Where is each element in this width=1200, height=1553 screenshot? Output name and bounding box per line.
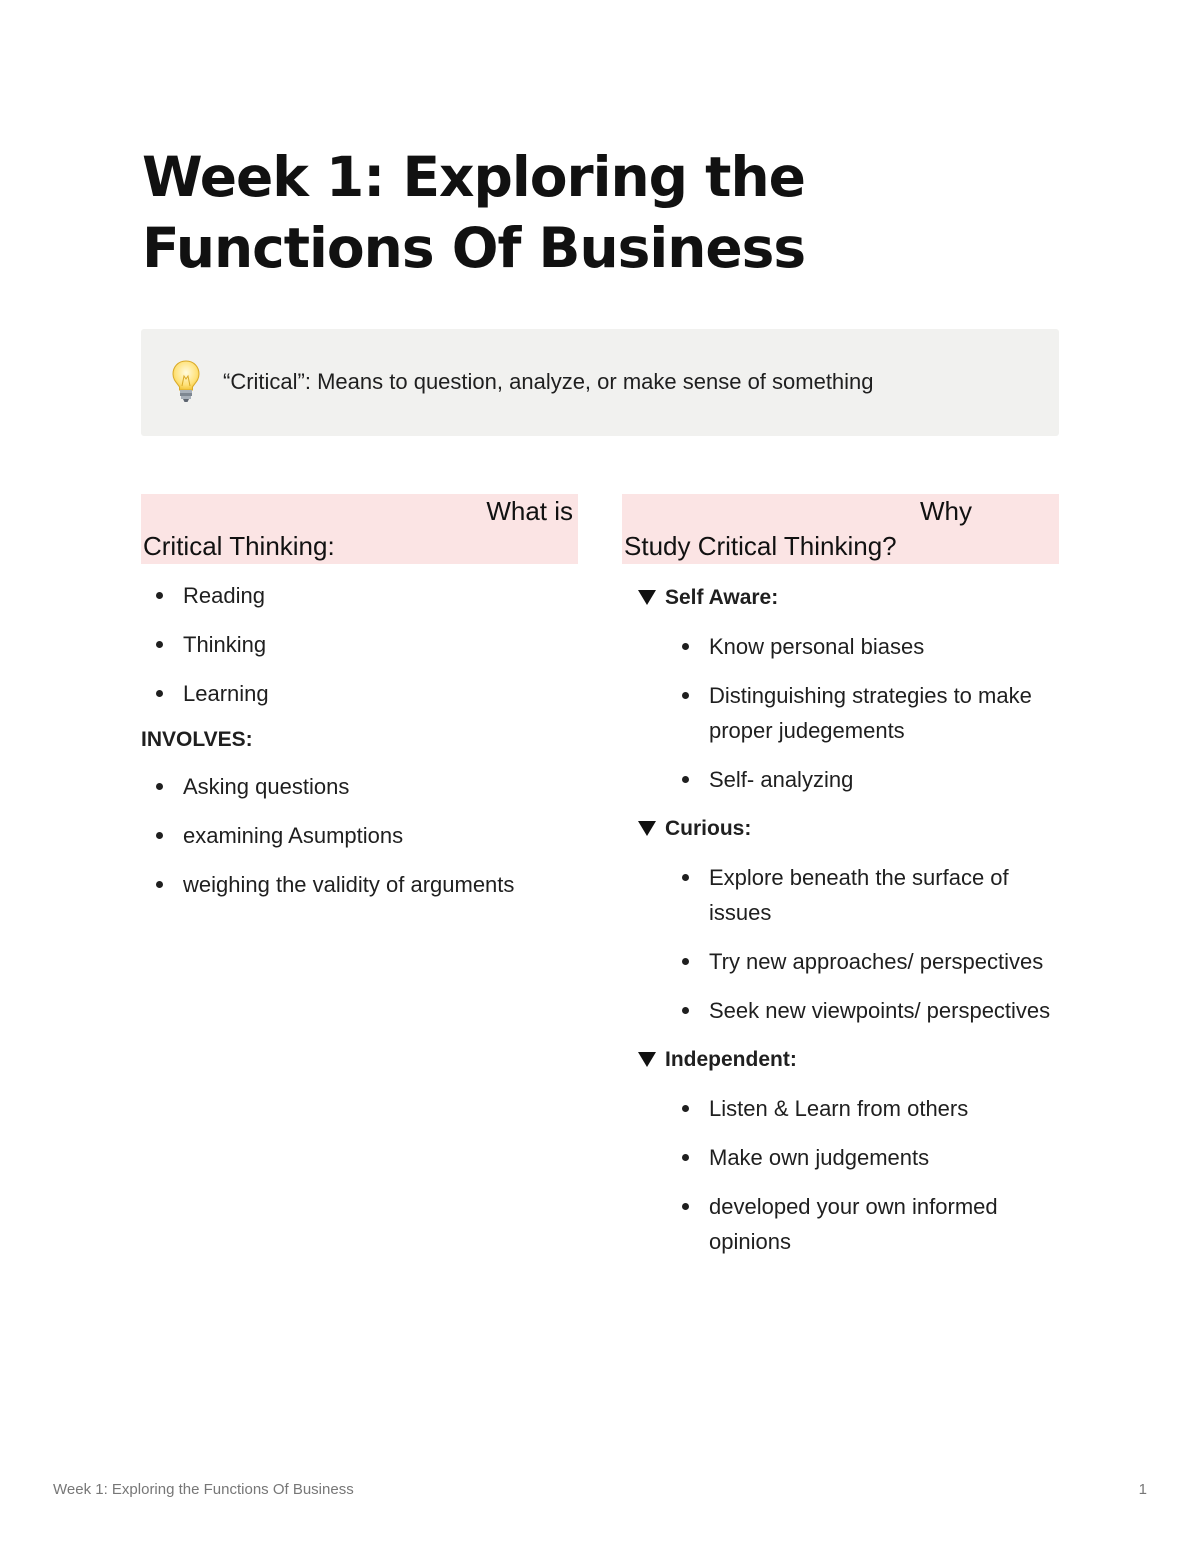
triangle-down-icon[interactable] (638, 1052, 656, 1067)
toggle-header[interactable]: Independent: (622, 1042, 1059, 1077)
bullet-dot-icon (682, 692, 689, 699)
toggle-header[interactable]: Self Aware: (622, 580, 1059, 615)
right-column-heading (622, 494, 1059, 564)
list-item: developed your own informed opinions (667, 1189, 1059, 1259)
list-item: Explore beneath the surface of issues (667, 860, 1059, 930)
list-item: Learning (141, 676, 578, 711)
bullet-dot-icon (682, 1154, 689, 1161)
toggle-list (667, 1091, 1059, 1259)
bullet-dot-icon (682, 1105, 689, 1112)
bullet-dot-icon (156, 690, 163, 697)
involves-label: INVOLVES: (141, 728, 253, 751)
bullet-dot-icon (682, 1203, 689, 1210)
list-item: Seek new viewpoints/ perspectives (667, 993, 1059, 1028)
list-item: Thinking (141, 627, 578, 662)
footer-page-number: 1 (1138, 1481, 1147, 1498)
bullet-dot-icon (682, 958, 689, 965)
involves-list (141, 769, 578, 902)
right-column (622, 494, 1059, 1259)
triangle-down-icon[interactable] (638, 590, 656, 605)
toggle-curious (622, 811, 1059, 1028)
footer-title: Week 1: Exploring the Functions Of Business (53, 1481, 354, 1498)
bullet-dot-icon (156, 641, 163, 648)
list-item: Know personal biases (667, 629, 1059, 664)
toggle-list (667, 860, 1059, 1028)
critical-thinking-list (141, 578, 578, 711)
list-item: Asking questions (141, 769, 578, 804)
triangle-down-icon[interactable] (638, 821, 656, 836)
toggle-list (667, 629, 1059, 797)
bullet-dot-icon (682, 776, 689, 783)
right-heading-line1: Why (920, 496, 972, 526)
bullet-dot-icon (682, 643, 689, 650)
toggle-header[interactable]: Curious: (622, 811, 1059, 846)
list-item: Distinguishing strategies to make proper judegements (667, 678, 1059, 748)
bullet-dot-icon (156, 592, 163, 599)
bullet-dot-icon (682, 874, 689, 881)
bullet-dot-icon (156, 881, 163, 888)
toggle-independent (622, 1042, 1059, 1259)
page-title: Week 1: Exploring the Functions Of Business (142, 145, 806, 280)
list-item: Listen & Learn from others (667, 1091, 1059, 1126)
list-item: Try new approaches/ perspectives (667, 944, 1059, 979)
callout-block (141, 329, 1059, 436)
list-item: Self- analyzing (667, 762, 1059, 797)
bullet-dot-icon (682, 1007, 689, 1014)
toggle-self-aware (622, 580, 1059, 797)
left-column (141, 494, 578, 902)
list-item: Reading (141, 578, 578, 613)
right-heading-line2: Study Critical Thinking? (624, 531, 897, 561)
bullet-dot-icon (156, 783, 163, 790)
callout-text: “Critical”: Means to question, analyze, or make sense of something (223, 369, 874, 394)
bullet-dot-icon (156, 832, 163, 839)
list-item: Make own judgements (667, 1140, 1059, 1175)
left-column-heading (141, 494, 578, 564)
left-heading-line2: Critical Thinking: (143, 531, 335, 561)
list-item: weighing the validity of arguments (141, 867, 578, 902)
list-item: examining Asumptions (141, 818, 578, 853)
left-heading-line1: What is (486, 496, 573, 526)
lightbulb-icon (171, 359, 201, 403)
